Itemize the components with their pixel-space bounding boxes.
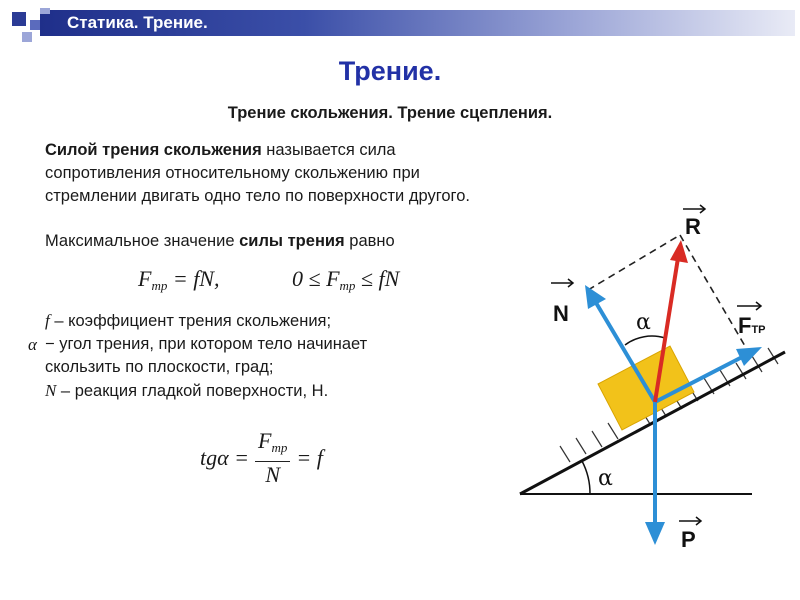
formula-term: ≤ fN	[355, 266, 400, 291]
legend-text: – реакция гладкой поверхности, Н.	[56, 382, 329, 400]
label-alpha-bottom: α	[598, 466, 613, 491]
definition-term: Силой трения скольжения	[45, 141, 262, 159]
label-f	[738, 313, 766, 339]
arrowhead-f	[736, 347, 762, 366]
page-title: Трение.	[338, 56, 442, 86]
label-alpha-top: α	[636, 310, 651, 335]
formula-subscript: тр	[339, 278, 356, 293]
max-value-prefix: Максимальное значение	[45, 232, 240, 250]
formula-term: = f	[296, 445, 323, 470]
legend-symbol: α	[28, 335, 37, 354]
header-title: Статика. Трение.	[67, 13, 208, 32]
label-r: R	[685, 214, 701, 239]
formula-subscript: тр	[271, 440, 288, 455]
label-f-letter: F	[738, 313, 752, 338]
arrowhead-r	[670, 240, 688, 263]
formula-term: F	[138, 266, 152, 291]
page-subtitle: Трение скольжения. Трение сцепления.	[227, 104, 553, 122]
formula-subscript: тр	[151, 278, 168, 293]
formula-term: = fN,	[167, 266, 220, 291]
legend-alpha-cont: скользить по плоскости, град;	[45, 358, 274, 376]
fraction-denominator: N	[265, 462, 281, 487]
legend-symbol: N	[45, 381, 57, 400]
arrowhead-p	[645, 522, 665, 545]
label-f-subscript: ТР	[751, 324, 766, 336]
max-value-term: силы трения	[239, 232, 345, 250]
definition-text: называется сила сопротивления относительному скольжению при стремлении двигать одно тело по поверхности другого.	[45, 141, 470, 205]
label-n: N	[553, 301, 569, 326]
label-p: P	[681, 527, 696, 552]
legend-text: – коэффициент трения скольжения;	[49, 312, 332, 330]
legend-text: − угол трения, при котором тело начинает	[45, 335, 368, 353]
formula-term: F	[258, 428, 272, 453]
legend-symbol: f	[45, 311, 50, 330]
max-value-suffix: равно	[344, 232, 395, 250]
angle-arc-nr	[625, 336, 665, 345]
angle-arc-base	[582, 461, 590, 494]
formula-term: tgα =	[200, 445, 250, 470]
formula-term: 0 ≤ F	[292, 266, 340, 291]
